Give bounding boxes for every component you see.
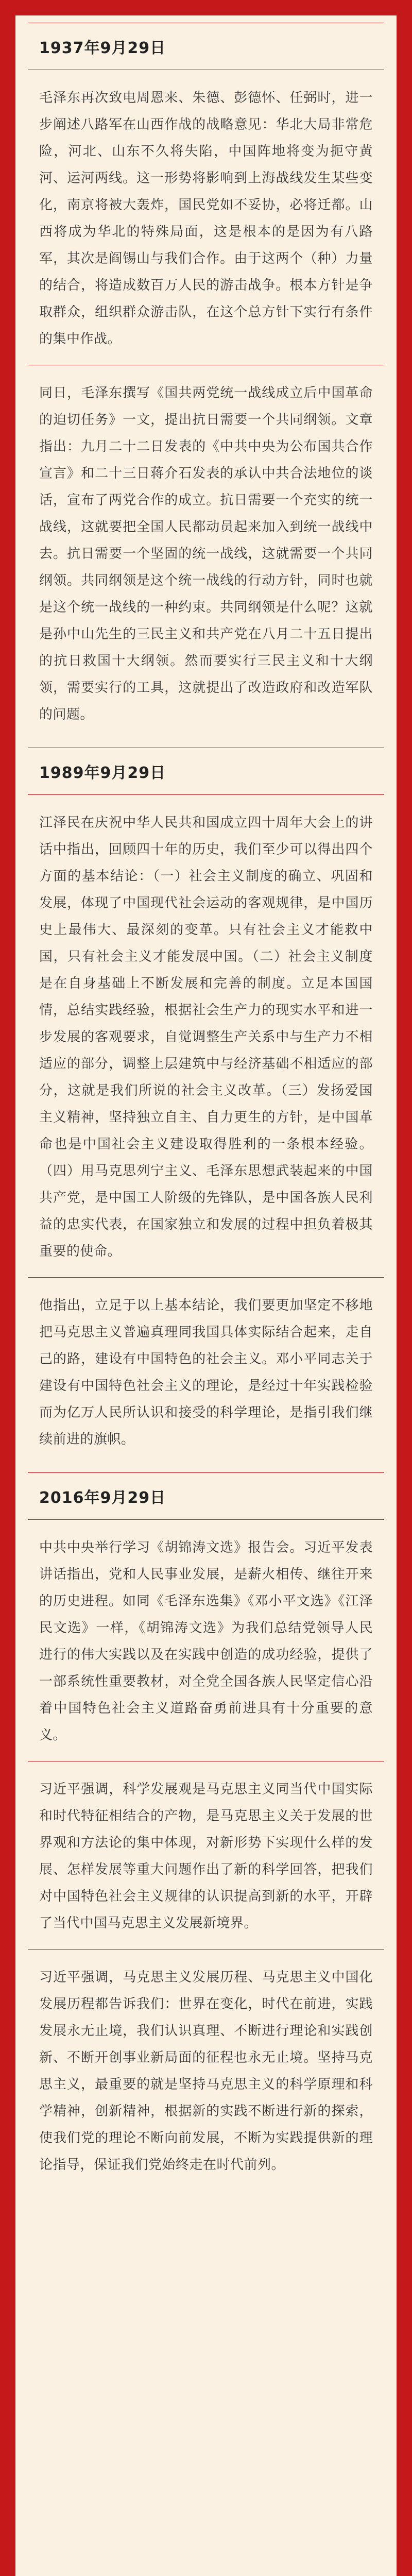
- section-paragraph: 毛泽东再次致电周恩来、朱德、彭德怀、任弼时，进一步阐述八路军在山西作战的战略意见：华北大局非常危险，河北、山东不久将失陷，中国阵地将变为扼守黄河、运河两线。这一形势将影响到上海战线发生某些变化，南京将被大轰炸，国民党如不妥协，必将迁都。山西将成为华北的特殊局面，这是根本的是因为有八路军，其次是阎锡山与我们合作。由于这两个（种）力量的结合，将造成数百万人民的游击战争。根本方针是争取群众，组织群众游击队，在这个总方针下实行有条件的集中作战。: [39, 90, 373, 347]
- timeline-section: [15, 748, 397, 1465]
- section-date: 1989年9月29日: [39, 764, 166, 782]
- section-date-header: [28, 23, 384, 70]
- section-paragraph: 习近平强调，马克思主义发展历程、马克思主义中国化发展历程都告诉我们：世界在变化，时代在前进，实践发展永无止境，我们认识真理、不断进行理论和实践创新、不断开创事业新局面的征程也永无止境。坚持马克思主义，最重要的就是坚持马克思主义的科学原理和科学精神，创新精神，根据新的实践不断进行新的探索，使我们党的理论不断向前发展，不断为实践提供新的理论指导，保证我们党始终走在时代前列。: [39, 1970, 373, 2173]
- section-paragraph: 同日，毛泽东撰写《国共两党统一战线成立后中国革命的迫切任务》一文，提出抗日需要一个共同纲领。文章指出：九月二十二日发表的《中共中央为公布国共合作宣言》和二十三日蒋介石发表的承认中共合法地位的谈话，宣布了两党合作的成立。抗日需要一个充实的统一战线，这就要把全国人民都动员起来加入到统一战线中去。抗日需要一个坚固的统一战线，这就需要一个共同纲领。共同纲领是这个统一战线的行动方针，同时也就是这个统一战线的一种约束。共同纲领是什么呢？这就是孙中山先生的三民主义和共产党在八月二十五日提出的抗日救国十大纲领。然而要实行三民主义和十大纲领，需要实行的工具，这就提出了改造政府和改造军队的问题。: [39, 385, 373, 722]
- section-paragraph: 他指出，立足于以上基本结论，我们要更加坚定不移地把马克思主义普遍真理同我国具体实际结合起来，走自己的路，建设有中国特色的社会主义。邓小平同志关于建设有中国特色社会主义的理论，是经过十年实践检验而为亿万人民所认识和接受的科学理论，是指引我们继续前进的旗帜。: [39, 1298, 373, 1447]
- section-date-header: [28, 1472, 384, 1520]
- section-paragraph: 江泽民在庆祝中华人民共和国成立四十周年大会上的讲话中指出，回顾四十年的历史，我们至少可以得出四个方面的基本结论：（一）社会主义制度的确立、巩固和发展，体现了中国现代社会运动的客观规律，是中国历史上最伟大、最深刻的变革。只有社会主义才能救中国，只有社会主义才能发展中国。（二）社会主义制度是在自身基础上不断发展和完善的制度。立足本国国情，总结实践经验，根据社会生产力的现实水平和进一步发展的客观要求，自觉调整生产关系中与生产力不相适应的部分，调整上层建筑中与经济基础不相适应的部分，这就是我们所说的社会主义改革。（三）发扬爱国主义精神，坚持独立自主、自力更生的方针，是中国革命也是中国社会主义建设取得胜利的一条根本经验。（四）用马克思列宁主义、毛泽东思想武装起来的中国共产党，是中国工人阶级的先锋队，是中国各族人民利益的忠实代表，在国家独立和发展的过程中担负着极其重要的使命。: [39, 815, 373, 1259]
- timeline-section: [15, 1472, 397, 2191]
- section-paragraph: 习近平强调，科学发展观是马克思主义同当代中国实际和时代特征相结合的产物，是马克思主义关于发展的世界观和方法论的集中体现，对新形势下实现什么样的发展、怎样发展等重大问题作出了新的科学回答，把我们对中国特色社会主义规律的认识提高到新的水平，开辟了当代中国马克思主义发展新境界。: [39, 1782, 373, 1931]
- section-date: 2016年9月29日: [39, 1489, 166, 1507]
- section-date: 1937年9月29日: [39, 39, 166, 57]
- article-frame: [15, 15, 397, 2576]
- timeline-section: [15, 23, 397, 740]
- section-date-header: [28, 748, 384, 795]
- section-paragraph: 中共中央举行学习《胡锦涛文选》报告会。习近平发表讲话指出，党和人民事业发展，是薪火相传、继往开来的历史进程。如同《毛泽东选集》《邓小平文选》《江泽民文选》一样，《胡锦涛文选》为我们总结党领导人民进行的伟大实践以及在实践中创造的成功经验，提供了一部系统性重要教材，对全党全国各族人民坚定信心沿着中国特色社会主义道路奋勇前进具有十分重要的意义。: [39, 1540, 373, 1743]
